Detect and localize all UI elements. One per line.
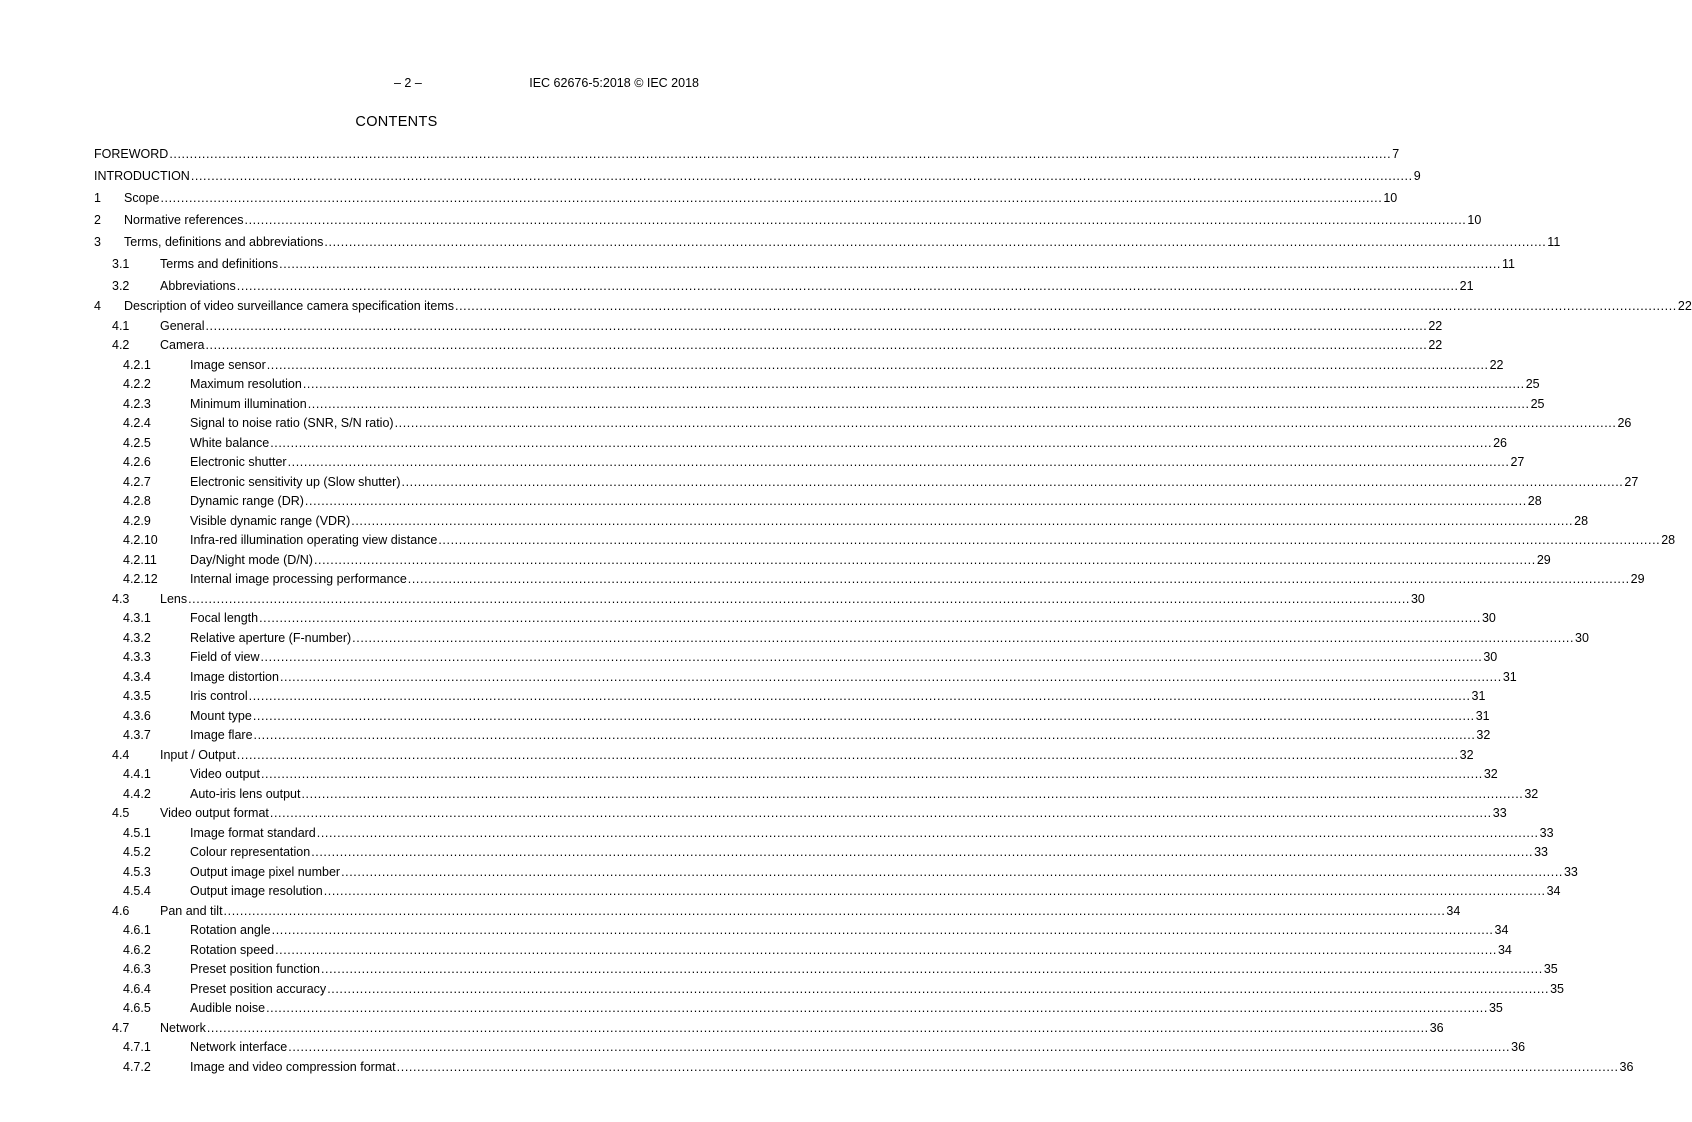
- toc-entry[interactable]: [94, 1038, 1526, 1058]
- toc-dot-leader: ............................................................................................................................................................................................................................................................................................................: [301, 786, 1524, 801]
- page-title: CONTENTS: [355, 114, 438, 130]
- toc-entry-title: Output image pixel number: [190, 863, 341, 883]
- toc-dot-leader: ............................................................................................................................................................................................................................................................................................................: [304, 494, 1527, 508]
- toc-entry-number: 4.2.6: [123, 453, 151, 473]
- toc-entry-number: 4.7: [112, 1019, 129, 1039]
- toc-entry-number: 4.2.3: [123, 395, 151, 415]
- toc-entry-page: 36: [1429, 1019, 1444, 1039]
- toc-entry-line: [190, 570, 1645, 590]
- toc-entry-number: 4.5.2: [123, 843, 151, 863]
- toc-entry-title: Image and video compression format: [190, 1058, 397, 1078]
- toc-entry-title: Minimum illumination: [190, 395, 308, 415]
- toc-dot-leader: ............................................................................................................................................................................................................................................................................................................: [270, 435, 1493, 450]
- toc-entry-title: Lens: [160, 590, 188, 610]
- toc-entry-page: 34: [1546, 882, 1561, 902]
- toc-dot-leader: ............................................................................................................................................................................................................................................................................................................: [253, 728, 1476, 742]
- toc-dot-leader: ............................................................................................................................................................................................................................................................................................................: [279, 257, 1501, 271]
- toc-entry-page: 31: [1471, 687, 1486, 707]
- toc-entry-title: Normative references: [124, 209, 245, 231]
- toc-entry[interactable]: [94, 629, 1589, 649]
- toc-entry-number: 4.3.5: [123, 687, 151, 707]
- toc-entry-line: [94, 143, 1400, 165]
- toc-dot-leader: ............................................................................................................................................................................................................................................................................................................: [396, 1059, 1619, 1074]
- toc-entry-number: 4.6.1: [123, 921, 151, 941]
- toc-entry-page: 35: [1543, 960, 1558, 980]
- toc-entry[interactable]: [94, 804, 1507, 824]
- toc-entry-title: Focal length: [190, 609, 259, 629]
- toc-entry-line: [190, 531, 1676, 551]
- toc-entry-number: 4.2.12: [123, 570, 158, 590]
- toc-entry-line: [160, 275, 1474, 297]
- toc-entry-number: 2: [94, 209, 101, 231]
- toc-entry-number: 4.6: [112, 902, 129, 922]
- toc-entry-line: [190, 960, 1558, 980]
- toc-entry-line: [190, 668, 1517, 688]
- toc-entry-page: 34: [1497, 941, 1512, 961]
- toc-dot-leader: ............................................................................................................................................................................................................................................................................................................: [269, 806, 1492, 820]
- toc-entry[interactable]: [94, 231, 1561, 253]
- toc-entry-line: [190, 921, 1509, 941]
- toc-entry-page: 32: [1483, 765, 1498, 785]
- toc-entry-page: 27: [1623, 473, 1638, 493]
- toc-entry-line: [160, 317, 1443, 337]
- toc-entry-line: [190, 492, 1542, 512]
- toc-entry-number: 4.5.3: [123, 863, 151, 883]
- toc-entry-page: 25: [1525, 375, 1540, 395]
- toc-entry-page: 33: [1533, 843, 1548, 863]
- toc-entry[interactable]: [94, 253, 1515, 275]
- toc-entry[interactable]: [94, 999, 1503, 1019]
- toc-entry-title: Internal image processing performance: [190, 570, 408, 590]
- toc-entry-number: 4.6.5: [123, 999, 151, 1019]
- toc-entry-line: [160, 336, 1443, 356]
- toc-entry[interactable]: [94, 668, 1517, 688]
- toc-entry-page: 28: [1527, 492, 1542, 512]
- toc-dot-leader: ............................................................................................................................................................................................................................................................................................................: [260, 650, 1483, 664]
- toc-entry-line: [190, 941, 1512, 961]
- toc-entry-number: 4.5: [112, 804, 129, 824]
- toc-entry-line: [160, 253, 1515, 275]
- toc-entry-page: 11: [1501, 253, 1515, 275]
- toc-entry-title: Terms, definitions and abbreviations: [124, 231, 324, 253]
- toc-entry-title: Electronic sensitivity up (Slow shutter): [190, 473, 402, 493]
- toc-dot-leader: ............................................................................................................................................................................................................................................................................................................: [244, 213, 1467, 227]
- toc-entry-line: [190, 551, 1551, 571]
- toc-entry-number: 3: [94, 231, 101, 253]
- toc-entry-line: [190, 434, 1507, 454]
- toc-entry[interactable]: [94, 863, 1578, 883]
- toc-entry-line: [124, 187, 1398, 209]
- toc-entry-line: [190, 1058, 1634, 1078]
- toc-entry[interactable]: [94, 843, 1548, 863]
- toc-entry-page: 27: [1509, 453, 1524, 473]
- toc-entry[interactable]: [94, 941, 1512, 961]
- toc-entry-line: [190, 473, 1639, 493]
- toc-dot-leader: ............................................................................................................................................................................................................................................................................................................: [341, 864, 1563, 879]
- toc-entry-number: 4.3.4: [123, 668, 151, 688]
- toc-entry-title: Iris control: [190, 687, 249, 707]
- toc-entry-number: 4.2.4: [123, 414, 151, 434]
- toc-entry-line: [94, 165, 1421, 187]
- toc-dot-leader: ............................................................................................................................................................................................................................................................................................................: [275, 942, 1497, 957]
- toc-entry-number: 4.3: [112, 590, 129, 610]
- toc-entry-line: [190, 980, 1564, 1000]
- toc-entry-line: [190, 785, 1539, 805]
- toc-entry-number: 4.7.1: [123, 1038, 151, 1058]
- toc-entry-line: [124, 297, 1692, 317]
- toc-entry[interactable]: [94, 765, 1498, 785]
- toc-entry[interactable]: [94, 375, 1540, 395]
- toc-entry-title: Audible noise: [190, 999, 266, 1019]
- toc-entry-page: 9: [1413, 165, 1421, 187]
- toc-entry-number: 4.3.6: [123, 707, 151, 727]
- toc-dot-leader: ............................................................................................................................................................................................................................................................................................................: [324, 235, 1547, 249]
- toc-entry-line: [124, 231, 1561, 253]
- toc-entry-page: 34: [1494, 921, 1509, 941]
- toc-entry[interactable]: [94, 785, 1539, 805]
- toc-entry-number: 4.4.1: [123, 765, 151, 785]
- toc-entry-number: 4: [94, 297, 101, 317]
- toc-entry-page: 30: [1574, 629, 1589, 649]
- toc-entry-line: [190, 824, 1554, 844]
- toc-entry-title: General: [160, 317, 205, 337]
- toc-entry[interactable]: [94, 453, 1525, 473]
- toc-entry-number: 4.6.4: [123, 980, 151, 1000]
- toc-entry-number: 4.3.1: [123, 609, 151, 629]
- toc-entry-line: [190, 629, 1589, 649]
- toc-dot-leader: ............................................................................................................................................................................................................................................................................................................: [271, 923, 1494, 937]
- toc-entry[interactable]: [94, 395, 1545, 415]
- toc-entry-page: 35: [1488, 999, 1503, 1019]
- toc-entry[interactable]: [94, 687, 1486, 707]
- toc-entry-number: 3.2: [112, 275, 129, 297]
- toc-dot-leader: ............................................................................................................................................................................................................................................................................................................: [438, 533, 1661, 547]
- toc-entry[interactable]: [94, 297, 1692, 317]
- toc-dot-leader: ............................................................................................................................................................................................................................................................................................................: [287, 455, 1510, 469]
- toc-entry[interactable]: [94, 336, 1443, 356]
- toc-entry-number: 4.2.8: [123, 492, 151, 512]
- toc-entry-page: 31: [1475, 707, 1490, 727]
- toc-entry-line: [190, 843, 1548, 863]
- toc-dot-leader: ............................................................................................................................................................................................................................................................................................................: [248, 689, 1471, 703]
- toc-entry-line: [190, 453, 1525, 473]
- toc-entry-line: [190, 375, 1540, 395]
- toc-entry-title: Pan and tilt: [160, 902, 224, 922]
- toc-entry-line: [190, 414, 1632, 434]
- toc-dot-leader: ............................................................................................................................................................................................................................................................................................................: [260, 767, 1483, 781]
- toc-entry-number: 4.4.2: [123, 785, 151, 805]
- toc-entry[interactable]: [94, 960, 1558, 980]
- toc-entry-title: Image flare: [190, 726, 254, 746]
- toc-dot-leader: ............................................................................................................................................................................................................................................................................................................: [252, 708, 1475, 723]
- toc-entry-title: Mount type: [190, 707, 253, 727]
- toc-entry-number: 4.4: [112, 746, 129, 766]
- toc-entry-page: 10: [1466, 209, 1481, 231]
- toc-entry-title: Preset position function: [190, 960, 321, 980]
- toc-entry-title: Rotation angle: [190, 921, 272, 941]
- toc-entry[interactable]: [94, 209, 1482, 231]
- toc-entry-line: [190, 765, 1498, 785]
- toc-dot-leader: ............................................................................................................................................................................................................................................................................................................: [307, 396, 1530, 411]
- toc-entry-page: 30: [1410, 590, 1425, 610]
- toc-entry-title: INTRODUCTION: [94, 165, 191, 187]
- toc-entry-title: Maximum resolution: [190, 375, 303, 395]
- toc-entry-line: [160, 902, 1461, 922]
- toc-entry[interactable]: [94, 882, 1561, 902]
- toc-entry-title: Video output format: [160, 804, 270, 824]
- toc-dot-leader: ............................................................................................................................................................................................................................................................................................................: [266, 1001, 1488, 1015]
- toc-entry-page: 28: [1660, 531, 1675, 551]
- toc-entry-page: 32: [1523, 785, 1538, 805]
- toc-entry-number: 4.2.5: [123, 434, 151, 454]
- toc-entry[interactable]: [94, 492, 1542, 512]
- toc-entry[interactable]: [94, 551, 1551, 571]
- toc-entry-title: Image distortion: [190, 668, 280, 688]
- toc-entry-title: Infra-red illumination operating view distance: [190, 531, 438, 551]
- toc-dot-leader: ............................................................................................................................................................................................................................................................................................................: [223, 903, 1446, 918]
- toc-entry-page: 22: [1489, 356, 1504, 376]
- toc-entry-title: Output image resolution: [190, 882, 324, 902]
- toc-entry-page: 34: [1445, 902, 1460, 922]
- toc-entry[interactable]: [94, 726, 1491, 746]
- toc-entry-line: [190, 648, 1498, 668]
- toc-dot-leader: ............................................................................................................................................................................................................................................................................................................: [266, 357, 1489, 372]
- toc-entry[interactable]: [94, 746, 1474, 766]
- toc-entry-title: Network: [160, 1019, 207, 1039]
- toc-entry-page: 26: [1616, 414, 1631, 434]
- toc-entry[interactable]: [94, 980, 1564, 1000]
- toc-entry[interactable]: [94, 165, 1421, 187]
- toc-entry-title: Auto-iris lens output: [190, 785, 301, 805]
- toc-entry-title: Rotation speed: [190, 941, 275, 961]
- toc-entry-page: 22: [1427, 336, 1442, 356]
- toc-dot-leader: ............................................................................................................................................................................................................................................................................................................: [169, 147, 1392, 161]
- toc-entry-page: 30: [1481, 609, 1496, 629]
- toc-entry-title: Electronic shutter: [190, 453, 288, 473]
- toc-entry-page: 35: [1549, 980, 1564, 1000]
- toc-entry-line: [124, 209, 1482, 231]
- page-number: – 2 –: [394, 76, 422, 90]
- toc-entry-page: 26: [1492, 434, 1507, 454]
- toc-entry-number: 4.1: [112, 317, 129, 337]
- toc-entry-title: Scope: [124, 187, 160, 209]
- toc-entry-line: [160, 590, 1425, 610]
- toc-entry-title: Network interface: [190, 1038, 288, 1058]
- toc-entry[interactable]: [94, 1058, 1634, 1078]
- toc-entry[interactable]: [94, 921, 1509, 941]
- toc-entry-line: [190, 512, 1589, 532]
- toc-entry[interactable]: [94, 531, 1676, 551]
- toc-entry[interactable]: [94, 590, 1425, 610]
- toc-entry-page: 29: [1536, 551, 1551, 571]
- toc-entry-number: 4.3.3: [123, 648, 151, 668]
- toc-entry-title: Relative aperture (F-number): [190, 629, 352, 649]
- toc-dot-leader: ............................................................................................................................................................................................................................................................................................................: [313, 552, 1536, 567]
- toc-dot-leader: ............................................................................................................................................................................................................................................................................................................: [320, 962, 1543, 976]
- toc-dot-leader: ............................................................................................................................................................................................................................................................................................................: [302, 377, 1525, 391]
- toc-entry[interactable]: [94, 473, 1639, 493]
- toc-entry-page: 21: [1459, 275, 1474, 297]
- toc-entry-line: [190, 863, 1578, 883]
- toc-entry-number: 4.5.4: [123, 882, 151, 902]
- toc-dot-leader: ............................................................................................................................................................................................................................................................................................................: [455, 299, 1677, 313]
- toc-dot-leader: ............................................................................................................................................................................................................................................................................................................: [401, 474, 1624, 489]
- toc-entry-page: 22: [1677, 297, 1692, 317]
- toc-entry-number: 4.2.11: [123, 551, 157, 571]
- toc-entry-line: [160, 746, 1474, 766]
- toc-dot-leader: ............................................................................................................................................................................................................................................................................................................: [236, 747, 1459, 762]
- toc-entry-line: [160, 1019, 1444, 1039]
- toc-entry-line: [190, 999, 1503, 1019]
- toc-entry-line: [160, 804, 1507, 824]
- toc-entry[interactable]: [94, 1019, 1444, 1039]
- toc-entry-number: 4.2.2: [123, 375, 151, 395]
- toc-entry-number: 4.5.1: [123, 824, 151, 844]
- toc-dot-leader: ............................................................................................................................................................................................................................................................................................................: [190, 169, 1413, 183]
- toc-dot-leader: ............................................................................................................................................................................................................................................................................................................: [236, 279, 1459, 293]
- toc-entry-title: Camera: [160, 336, 205, 356]
- toc-entry-page: 33: [1492, 804, 1507, 824]
- toc-entry-title: Image sensor: [190, 356, 267, 376]
- toc-entry[interactable]: [94, 275, 1474, 297]
- toc-entry-title: Image format standard: [190, 824, 317, 844]
- toc-entry-number: 4.2.1: [123, 356, 151, 376]
- toc-entry-title: Dynamic range (DR): [190, 492, 305, 512]
- toc-entry[interactable]: [94, 570, 1645, 590]
- toc-entry-title: Input / Output: [160, 746, 237, 766]
- toc-entry-page: 10: [1382, 187, 1397, 209]
- toc-entry-page: 11: [1546, 231, 1560, 253]
- toc-entry-line: [190, 395, 1545, 415]
- toc-entry[interactable]: [94, 317, 1443, 337]
- toc-dot-leader: ............................................................................................................................................................................................................................................................................................................: [259, 611, 1481, 625]
- toc-entry-page: 28: [1573, 512, 1588, 532]
- toc-dot-leader: ............................................................................................................................................................................................................................................................................................................: [206, 1020, 1429, 1035]
- toc-entry-title: Terms and definitions: [160, 253, 279, 275]
- toc-entry-page: 36: [1619, 1058, 1634, 1078]
- toc-entry-title: Abbreviations: [160, 275, 237, 297]
- toc-entry-page: 32: [1475, 726, 1490, 746]
- toc-entry[interactable]: [94, 356, 1504, 376]
- toc-entry-line: [190, 687, 1486, 707]
- toc-dot-leader: ............................................................................................................................................................................................................................................................................................................: [205, 338, 1428, 352]
- toc-entry-page: 33: [1539, 824, 1554, 844]
- toc-dot-leader: ............................................................................................................................................................................................................................................................................................................: [352, 630, 1575, 645]
- toc-entry-page: 7: [1391, 143, 1399, 165]
- toc-dot-leader: ............................................................................................................................................................................................................................................................................................................: [160, 191, 1383, 205]
- toc-entry-page: 32: [1459, 746, 1474, 766]
- toc-entry-number: 4.3.7: [123, 726, 151, 746]
- document-reference: IEC 62676-5:2018 © IEC 2018: [529, 76, 699, 90]
- toc-entry-page: 29: [1630, 570, 1645, 590]
- toc-entry-line: [190, 882, 1561, 902]
- toc-entry-number: 4.6.2: [123, 941, 151, 961]
- toc-entry-line: [190, 726, 1491, 746]
- toc-entry-title: Field of view: [190, 648, 260, 668]
- toc-dot-leader: ............................................................................................................................................................................................................................................................................................................: [311, 845, 1534, 859]
- toc-dot-leader: ............................................................................................................................................................................................................................................................................................................: [351, 513, 1574, 528]
- toc-entry-page: 33: [1563, 863, 1578, 883]
- toc-dot-leader: ............................................................................................................................................................................................................................................................................................................: [316, 825, 1539, 840]
- toc-entry-line: [190, 707, 1490, 727]
- toc-entry-title: Visible dynamic range (VDR): [190, 512, 351, 532]
- toc-entry[interactable]: [94, 609, 1496, 629]
- toc-entry-page: 22: [1427, 317, 1442, 337]
- toc-entry[interactable]: [94, 824, 1554, 844]
- toc-entry[interactable]: [94, 143, 1400, 165]
- toc-entry-title: White balance: [190, 434, 270, 454]
- toc-entry-page: 25: [1530, 395, 1545, 415]
- toc-entry-number: 3.1: [112, 253, 129, 275]
- table-of-contents: [94, 143, 1692, 1077]
- toc-entry-page: 31: [1502, 668, 1517, 688]
- page-header: [94, 76, 699, 94]
- toc-dot-leader: ............................................................................................................................................................................................................................................................................................................: [327, 981, 1550, 996]
- toc-entry-title: Signal to noise ratio (SNR, S/N ratio): [190, 414, 395, 434]
- toc-dot-leader: ............................................................................................................................................................................................................................................................................................................: [188, 591, 1410, 606]
- toc-entry-line: [190, 1038, 1526, 1058]
- toc-dot-leader: ............................................................................................................................................................................................................................................................................................................: [279, 669, 1502, 684]
- toc-entry-number: 4.2: [112, 336, 129, 356]
- toc-entry[interactable]: [94, 414, 1632, 434]
- toc-dot-leader: ............................................................................................................................................................................................................................................................................................................: [323, 884, 1546, 898]
- toc-entry-number: 4.3.2: [123, 629, 151, 649]
- toc-entry[interactable]: [94, 434, 1507, 454]
- toc-entry-title: Video output: [190, 765, 261, 785]
- toc-entry-title: Colour representation: [190, 843, 311, 863]
- toc-entry-title: Day/Night mode (D/N): [190, 551, 314, 571]
- toc-entry-number: 4.2.10: [123, 531, 158, 551]
- toc-dot-leader: ............................................................................................................................................................................................................................................................................................................: [394, 416, 1617, 430]
- toc-entry-page: 36: [1510, 1038, 1525, 1058]
- toc-entry-number: 1: [94, 187, 101, 209]
- toc-entry[interactable]: [94, 648, 1498, 668]
- toc-dot-leader: ............................................................................................................................................................................................................................................................................................................: [288, 1040, 1511, 1054]
- toc-entry-line: [190, 356, 1504, 376]
- toc-entry[interactable]: [94, 707, 1490, 727]
- toc-entry-line: [190, 609, 1496, 629]
- toc-entry-number: 4.2.9: [123, 512, 151, 532]
- toc-entry-number: 4.6.3: [123, 960, 151, 980]
- toc-entry-number: 4.7.2: [123, 1058, 151, 1078]
- toc-dot-leader: ............................................................................................................................................................................................................................................................................................................: [407, 572, 1630, 586]
- toc-entry[interactable]: [94, 512, 1589, 532]
- toc-entry[interactable]: [94, 187, 1398, 209]
- toc-entry-title: FOREWORD: [94, 143, 169, 165]
- toc-entry-page: 30: [1482, 648, 1497, 668]
- toc-entry-title: Preset position accuracy: [190, 980, 327, 1000]
- toc-entry-title: Description of video surveillance camera specification items: [124, 297, 455, 317]
- toc-dot-leader: ............................................................................................................................................................................................................................................................................................................: [205, 318, 1428, 333]
- toc-entry-number: 4.2.7: [123, 473, 151, 493]
- toc-entry[interactable]: [94, 902, 1461, 922]
